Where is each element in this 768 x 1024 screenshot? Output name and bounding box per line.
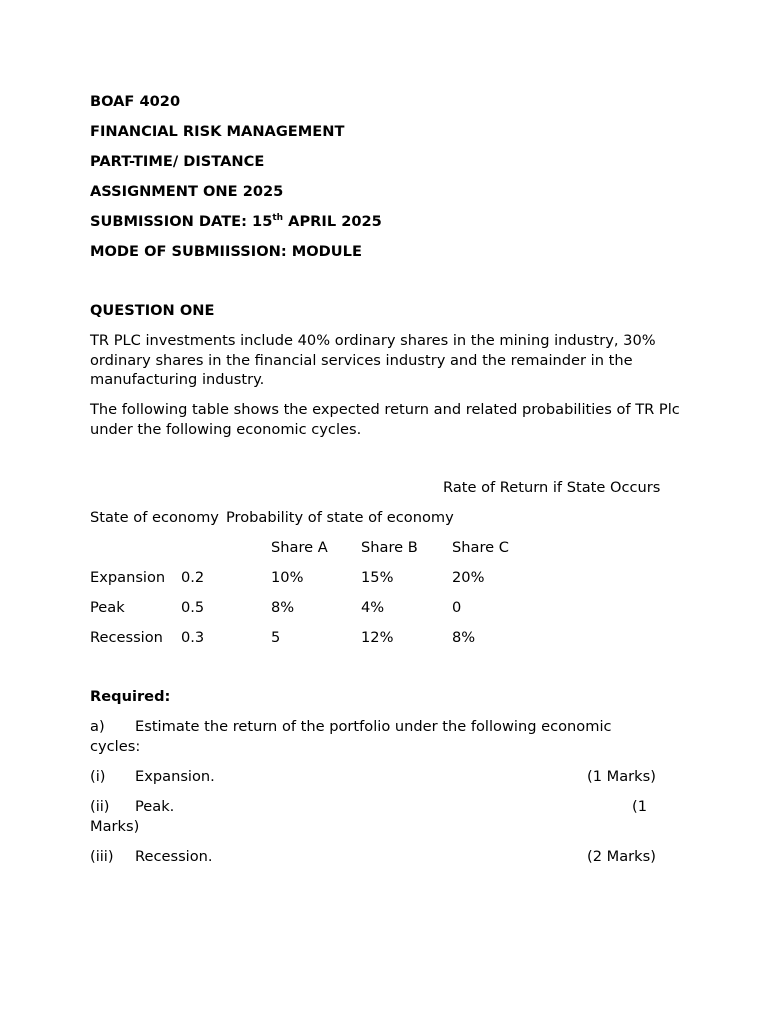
item-marks: (1 Marks) <box>587 768 656 785</box>
submission-date-ordinal: th <box>272 213 284 223</box>
table-cell-state: Peak <box>90 599 125 616</box>
programme: PART-TIME/ DISTANCE <box>90 153 265 170</box>
table-header-share-b: Share B <box>361 539 418 556</box>
submission-date-month: APRIL 2025 <box>283 213 382 230</box>
part-a-text-continued: cycles: <box>90 738 141 755</box>
table-cell-share-c: 20% <box>452 569 485 586</box>
submission-mode: MODE OF SUBMIISSION: MODULE <box>90 243 362 260</box>
item-marks: (2 Marks) <box>587 848 656 865</box>
table-cell-share-b: 4% <box>361 599 385 616</box>
submission-date-label: SUBMISSION DATE: 15 <box>90 213 273 230</box>
submission-date <box>90 212 382 231</box>
course-title: FINANCIAL RISK MANAGEMENT <box>90 123 345 140</box>
course-code: BOAF 4020 <box>90 93 181 110</box>
table-cell-share-a: 8% <box>271 599 295 616</box>
table-cell-probability: 0.2 <box>181 569 205 586</box>
table-header-share-c: Share C <box>452 539 509 556</box>
table-cell-share-a: 5 <box>271 629 281 646</box>
part-a-text: Estimate the return of the portfolio under the following economic <box>135 718 612 735</box>
table-cell-share-b: 15% <box>361 569 394 586</box>
item-text: Recession. <box>135 848 213 865</box>
question-paragraph-1: TR PLC investments include 40% ordinary shares in the mining industry, 30% ordinary shares in the financial services industry and the remainder in the manufacturing industry. <box>90 332 656 388</box>
question-paragraph-2: The following table shows the expected return and related probabilities of TR Plc under the following economic cycles. <box>90 401 680 438</box>
question-title: QUESTION ONE <box>90 302 215 319</box>
item-marks: (1 <box>632 798 647 815</box>
item-number: (ii) <box>90 798 110 815</box>
table-cell-probability: 0.5 <box>181 599 205 616</box>
table-super-header: Rate of Return if State Occurs <box>443 479 661 496</box>
table-cell-share-a: 10% <box>271 569 304 586</box>
item-number: (i) <box>90 768 106 785</box>
table-cell-share-c: 8% <box>452 629 476 646</box>
table-cell-state: Expansion <box>90 569 166 586</box>
table-header-share-a: Share A <box>271 539 328 556</box>
table-cell-probability: 0.3 <box>181 629 205 646</box>
assignment-title: ASSIGNMENT ONE 2025 <box>90 183 284 200</box>
table-cell-state: Recession <box>90 629 163 646</box>
item-number: (iii) <box>90 848 114 865</box>
part-a-label: a) <box>90 718 105 735</box>
item-marks-wrap: Marks) <box>90 818 140 835</box>
table-header-state: State of economy <box>90 509 219 526</box>
table-cell-share-b: 12% <box>361 629 394 646</box>
required-heading: Required: <box>90 688 171 705</box>
item-text: Expansion. <box>135 768 215 785</box>
item-text: Peak. <box>135 798 175 815</box>
table-header-probability: Probability of state of economy <box>226 509 454 526</box>
table-cell-share-c: 0 <box>452 599 462 616</box>
